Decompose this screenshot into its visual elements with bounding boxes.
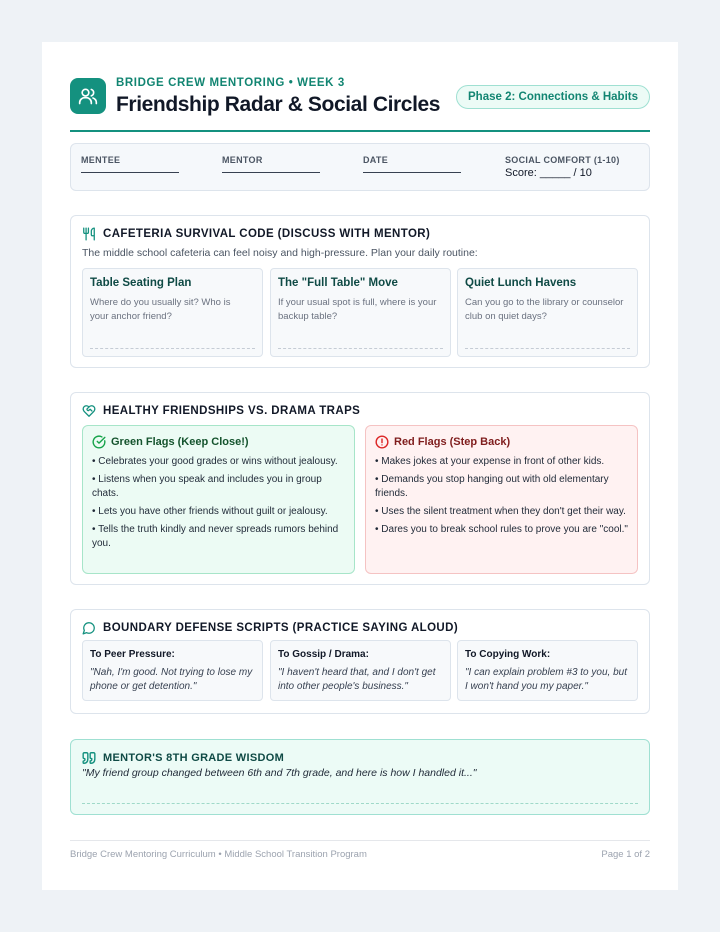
cafeteria-intro: The middle school cafeteria can feel noisy and high-pressure. Plan your daily routine: [82,247,478,259]
script-title: To Copying Work: [465,649,551,660]
full-table-box[interactable] [270,268,451,357]
scripts-header [82,621,458,635]
list-item: • Uses the silent treatment when they don't get their way. [375,506,626,517]
list-item: • Demands you stop hanging out with old elementary friends. [375,474,609,499]
mentor-label: MENTOR [222,155,263,165]
comfort-field[interactable] [505,155,620,179]
quote-icon [82,751,96,765]
date-blank [363,172,461,173]
page-title: Friendship Radar & Social Circles [116,93,441,116]
scripts-title: BOUNDARY DEFENSE SCRIPTS (PRACTICE SAYING ALOUD) [103,622,459,634]
answer-line [90,348,255,349]
seating-plan-title: Table Seating Plan [90,277,192,289]
script-title: To Gossip / Drama: [278,649,369,660]
script-text: "Nah, I'm good. Not trying to lose my phone or get detention." [90,667,253,692]
alert-circle-icon [375,435,389,449]
script-text: "I can explain problem #3 to you, but I won't hand you my paper." [465,667,627,692]
green-flags-header [92,435,249,449]
phase-badge: Phase 2: Connections & Habits [456,85,650,109]
friendships-section [70,392,650,585]
script-text: "I haven't heard that, and I don't get into other people's business." [278,667,436,692]
scripts-section [70,609,650,714]
mentor-blank [222,172,320,173]
speech-bubble-icon [82,621,96,635]
utensils-icon [82,227,96,241]
script-peer-pressure [82,640,263,701]
wisdom-header [82,751,284,765]
date-label: DATE [363,155,389,165]
list-item: • Celebrates your good grades or wins without jealousy. [92,456,338,467]
mentor-field[interactable] [222,155,320,173]
quiet-havens-box[interactable] [457,268,638,357]
red-flags-header [375,435,510,449]
mentor-wisdom-section[interactable] [70,739,650,815]
answer-line [278,348,443,349]
heart-handshake-icon [82,404,96,418]
header-divider [70,130,650,132]
cafeteria-header [82,227,430,241]
worksheet-page [42,42,678,890]
list-item: • Listens when you speak and includes you in group chats. [92,474,322,499]
script-copying-work [457,640,638,701]
full-table-title: The "Full Table" Move [278,277,398,289]
footer-program: Bridge Crew Mentoring Curriculum • Middle School Transition Program [70,849,367,860]
page-header [70,76,650,132]
cafeteria-title: CAFETERIA SURVIVAL CODE (DISCUSS WITH MENTOR) [103,228,431,240]
red-flags-list [375,455,628,541]
wisdom-title: MENTOR'S 8TH GRADE WISDOM [103,752,285,764]
mentee-blank [81,172,179,173]
wisdom-quote: "My friend group changed between 6th and 7th grade, and here is how I handled it..." [82,767,477,779]
mentee-label: MENTEE [81,155,121,165]
program-kicker: BRIDGE CREW MENTORING • WEEK 3 [116,77,345,89]
friendships-header [82,404,360,418]
red-flags-title: Red Flags (Step Back) [394,436,511,448]
list-item: • Makes jokes at your expense in front of other kids. [375,456,605,467]
users-icon [70,78,106,114]
list-item: • Lets you have other friends without guilt or jealousy. [92,506,328,517]
list-item: • Tells the truth kindly and never spreads rumors behind you. [92,524,339,549]
answer-line [465,348,630,349]
script-title: To Peer Pressure: [90,649,175,660]
cafeteria-section [70,215,650,368]
page-number: Page 1 of 2 [601,849,650,860]
seating-plan-box[interactable] [82,268,263,357]
quiet-havens-title: Quiet Lunch Havens [465,277,577,289]
green-flags-list [92,455,345,555]
info-bar [70,143,650,191]
comfort-label: SOCIAL COMFORT (1-10) [505,155,620,165]
script-gossip [270,640,451,701]
green-flags-box [82,425,355,574]
mentee-field[interactable] [81,155,179,173]
check-circle-icon [92,435,106,449]
friendships-title: HEALTHY FRIENDSHIPS VS. DRAMA TRAPS [103,405,361,417]
quiet-havens-prompt: Can you go to the library or counselor club on quiet days? [465,297,624,322]
red-flags-box [365,425,638,574]
answer-line [82,803,638,804]
date-field[interactable] [363,155,461,173]
green-flags-title: Green Flags (Keep Close!) [111,436,249,448]
full-table-prompt: If your usual spot is full, where is your backup table? [278,297,437,322]
footer-divider [70,840,650,841]
list-item: • Dares you to break school rules to prove you are "cool." [375,524,628,535]
seating-plan-prompt: Where do you usually sit? Who is your anchor friend? [90,297,231,322]
comfort-score: Score: _____ / 10 [505,167,592,179]
